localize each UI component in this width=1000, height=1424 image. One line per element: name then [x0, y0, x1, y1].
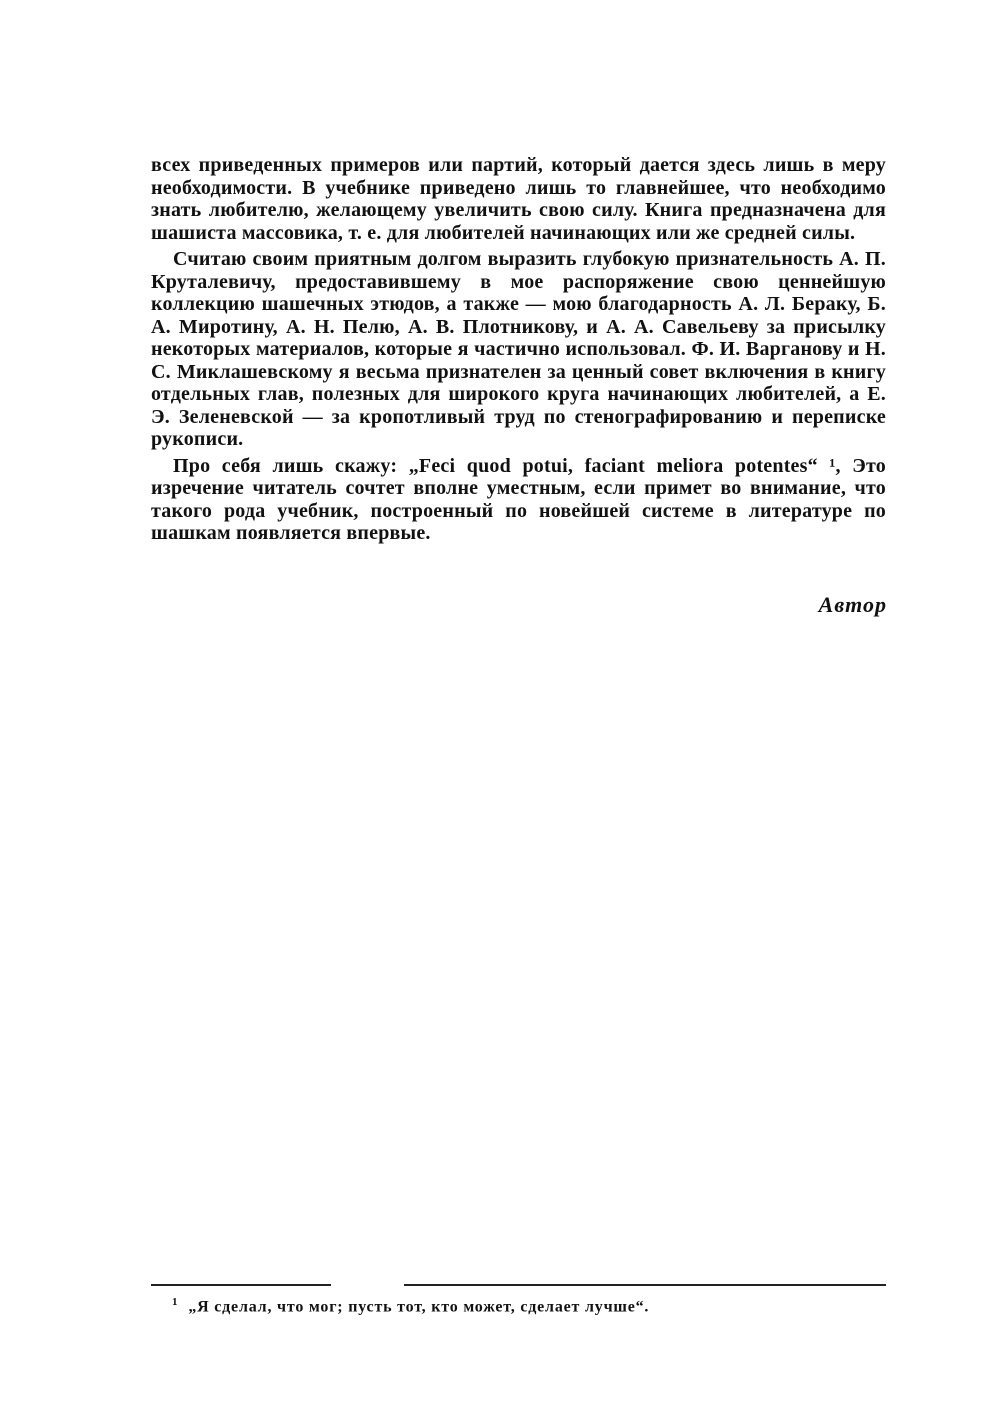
footnote-separator-left [151, 1284, 331, 1286]
footnote-text: „Я сделал, что мог; пусть тот, кто может, сделает лучше“. [188, 1298, 650, 1316]
paragraph-acknowledgements: Считаю своим приятным долгом выразить глубокую признательность А. П. Круталевичу, предоставившему в мое распоряжение свою ценнейшую коллекцию шашечных этюдов, а также — мою благодарность А. Л. Бераку, Б. А. Миротину, А. Н. Пелю, А. В. Плотникову, и А. А. Савельеву за присылку некоторых материалов, которые я частично использовал. Ф. И. Варганову и Н. С. Миклашевскому я весьма признателен за ценный совет включения в книгу отдельных глав, полезных для широкого круга начинающих любителей, а Е. Э. Зеленевской — за кропотливый труд по стенографированию и переписке рукописи. [151, 248, 886, 450]
footnote-separator-right [404, 1284, 886, 1286]
paragraph-continuation: всех приведенных примеров или партий, который дается здесь лишь в меру необходимости. В учебнике приведено лишь то главнейшее, что необходимо знать любителю, желающему увеличить свою силу. Книга предназначена для шашиста массовика, т. е. для любителей начинающих или же средней силы. [151, 154, 886, 244]
footnote [172, 1296, 872, 1316]
paragraph-closing: Про себя лишь скажу: „Feci quod potui, faciant meliora potentes“ ¹, Это изречение читатель сочтет вполне уместным, если примет во внимание, что такого рода учебник, построенный по новейшей системе в литературе по шашкам появляется впервые. [151, 454, 886, 544]
footnote-marker: 1 [172, 1296, 179, 1308]
main-text [151, 154, 886, 545]
author-signature: Автор [818, 592, 887, 617]
